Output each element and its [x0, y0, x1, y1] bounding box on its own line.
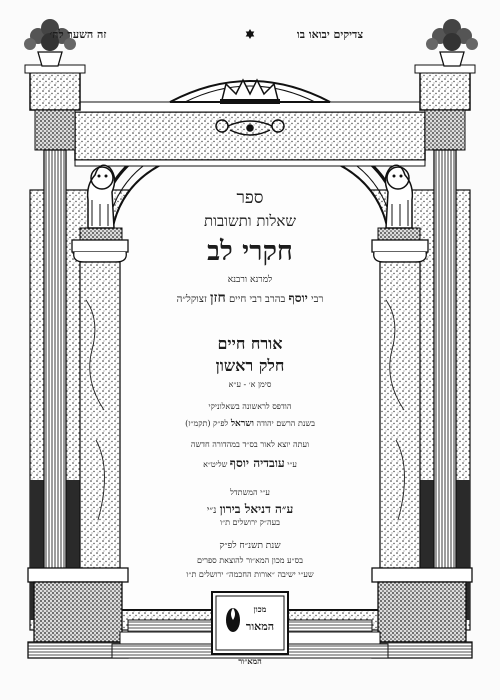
entablature — [75, 112, 425, 160]
editor-name-line — [110, 502, 390, 517]
flower-pot-right-icon — [426, 19, 478, 66]
editor-place: בעה״ק ירושלים ת״ו — [220, 518, 280, 527]
upper-pillar-right — [420, 70, 470, 110]
book-title: חקרי לב — [207, 236, 293, 267]
editor-label: ע״י המשתדל — [230, 488, 270, 497]
editor-name: ע״ה דניאל בירון — [219, 502, 294, 516]
author-prefix: למרנא ורבנא — [227, 275, 273, 285]
upper-pillar-left — [30, 70, 80, 110]
star-of-david-icon — [246, 29, 255, 39]
section-part: אורח חיים — [217, 334, 283, 353]
history-line3: ועתה יוצא לאור בס״ד במהדורה חדשה — [190, 440, 310, 449]
history-line4 — [110, 456, 390, 471]
section-range: סימן א׳ - ע״א — [228, 380, 272, 389]
author-line — [110, 290, 390, 307]
genre-line: שאלות ותשובות — [203, 212, 297, 230]
emblem-line2: המאור — [245, 620, 275, 633]
publication-year: שנת תשנ״ח לפ״ק — [219, 541, 281, 551]
header-verse-left: זה השער לה׳ — [49, 28, 107, 41]
history-line4c: שליט״א — [203, 460, 228, 469]
history-line2 — [110, 418, 390, 429]
history-line2c: לפ״ק (תקמ״ז) — [185, 419, 229, 428]
author-middle: בהרב רבי חיים — [228, 294, 286, 305]
book-word: ספר — [236, 188, 264, 208]
history-line2b: ושראל — [230, 419, 254, 429]
author-suffix: זצוקל״ה — [176, 294, 207, 305]
author-pre-name: רבי — [311, 294, 324, 305]
slender-column-right — [434, 150, 456, 570]
slender-column-left — [44, 150, 66, 570]
history-line4a: ע״י — [287, 460, 297, 469]
history-line2a: בשנת הרשם יהודה — [256, 419, 315, 428]
emblem-bottom: המא״ור — [238, 656, 262, 666]
editor-suffix: נ״י — [206, 505, 217, 516]
publication-line1: בס״ע מכון המא״ור להוצאת ספרים — [196, 556, 304, 565]
author-surname: חזן — [209, 290, 226, 306]
publication-line2: שע״י ישיבה ״אורות החכמה״ ירושלים ת״ו — [186, 570, 314, 579]
header-verse-right: צדיקים יבואו בו — [296, 28, 364, 41]
history-line1: הודפס לראשונה בשאלוניקי — [208, 402, 292, 411]
history-line4b: עובדיה יוסף — [229, 456, 285, 470]
author-first-name: יוסף — [288, 291, 308, 305]
section-volume: חלק ראשון — [215, 356, 285, 375]
emblem-line1: מכון — [253, 604, 267, 614]
flower-pot-left-icon — [24, 19, 76, 66]
